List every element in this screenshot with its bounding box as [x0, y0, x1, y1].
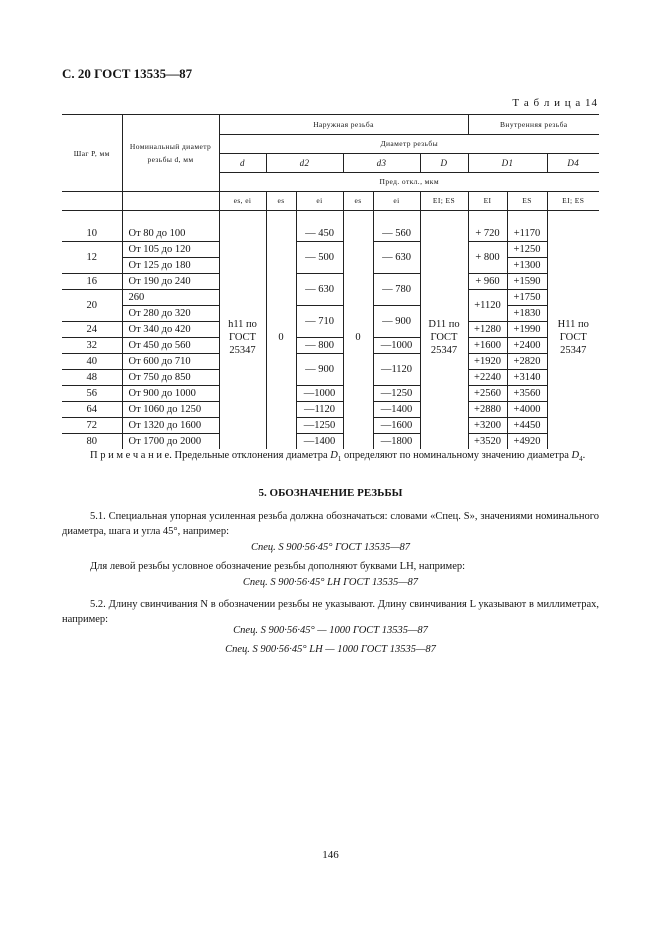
- sub-d2: d2: [266, 154, 343, 173]
- D1-EI-cell: + 960: [468, 274, 507, 290]
- d2-ei-cell: — 630: [296, 274, 343, 306]
- nominal-cell: От 900 до 1000: [122, 386, 219, 402]
- D4-tolerance: H11 по ГОСТ 25347: [557, 319, 589, 356]
- D1-EI-cell: +3200: [468, 418, 507, 434]
- D1-EI-cell: +1920: [468, 354, 507, 370]
- note-end: .: [582, 450, 586, 461]
- D1-ES-cell: +1750: [507, 290, 547, 306]
- note-text-2: определяют по номинальному значению диаметра: [344, 450, 569, 461]
- D1-ES-cell: +1590: [507, 274, 547, 290]
- table-label: Т а б л и ц а 14: [512, 97, 598, 109]
- note-sub-4: 4: [579, 455, 583, 464]
- lim-d2-ei: ei: [296, 192, 343, 211]
- note-symbol: D: [330, 450, 338, 461]
- page-number: 146: [322, 849, 339, 861]
- D1-ES-cell: +3560: [507, 386, 547, 402]
- D1-ES-cell: +1170: [507, 226, 547, 242]
- example-2: Спец. S 900·56·45° LH ГОСТ 13535—87: [242, 577, 419, 588]
- note-text-1: Предельные отклонения диаметра: [174, 450, 328, 461]
- D1-ES-cell: +4000: [507, 402, 547, 418]
- page-header: С. 20 ГОСТ 13535—87: [62, 66, 193, 81]
- table-note: [62, 447, 599, 468]
- col-pitch-header: Шаг P, мм: [62, 115, 122, 192]
- D1-EI-cell: + 800: [468, 242, 507, 274]
- nominal-cell: От 1700 до 2000: [122, 434, 219, 450]
- d3-ei-cell: —1600: [373, 418, 420, 434]
- example-3: Спец. S 900·56·45° — 1000 ГОСТ 13535—87: [233, 625, 428, 636]
- nominal-cell: От 600 до 710: [122, 354, 219, 370]
- note-sub-1: 1: [337, 455, 342, 464]
- pitch-cell: 16: [62, 274, 122, 290]
- paragraph-5-2: 5.2. Длину свинчивания N в обозначении резьбы не указывают. Длину свинчивания L указывают в миллиметрах, например:: [62, 599, 599, 625]
- d2-ei-cell: —1000: [296, 386, 343, 402]
- d3-ei-cell: — 630: [373, 242, 420, 274]
- d3-ei-cell: — 780: [373, 274, 420, 306]
- pitch-cell: 20: [62, 290, 122, 322]
- d3-ei-cell: — 900: [373, 306, 420, 338]
- d3-ei-cell: — 560: [373, 226, 420, 242]
- d2-ei-cell: — 500: [296, 242, 343, 274]
- d2-ei-cell: —1250: [296, 418, 343, 434]
- D1-ES-cell: +2400: [507, 338, 547, 354]
- note-lead: П р и м е ч а н и е.: [90, 450, 172, 461]
- D1-EI-cell: +2240: [468, 370, 507, 386]
- D1-ES-cell: +2820: [507, 354, 547, 370]
- d3-ei-cell: —1250: [373, 386, 420, 402]
- pitch-cell: 24: [62, 322, 122, 338]
- pitch-cell: 72: [62, 418, 122, 434]
- d3-ei-cell: —1000: [373, 338, 420, 354]
- D1-ES-cell: +3140: [507, 370, 547, 386]
- D1-ES-cell: +1990: [507, 322, 547, 338]
- outer-thread-header: Наружная резьба: [219, 115, 468, 135]
- lim-D1-EI: EI: [468, 192, 507, 211]
- D1-ES-cell: +1830: [507, 306, 547, 322]
- lim-d2-es: es: [266, 192, 296, 211]
- nominal-cell: От 80 до 100: [122, 226, 219, 242]
- pitch-cell: 40: [62, 354, 122, 370]
- d2-ei-cell: — 450: [296, 226, 343, 242]
- D1-ES-cell: +4450: [507, 418, 547, 434]
- paragraph-5-1: 5.1. Специальная упорная усиленная резьба должна обозначаться: словами «Спец. S», значениями номинального диаметра, шага и угла 45°, например:: [62, 511, 599, 537]
- d2-es: 0: [266, 226, 296, 449]
- pitch-cell: 56: [62, 386, 122, 402]
- inner-thread-header: Внутренняя резьба: [468, 115, 599, 135]
- paragraph-left-thread: Для левой резьбы условное обозначение резьбы дополняют буквами LH, например:: [90, 561, 466, 572]
- D1-EI-cell: +1120: [468, 290, 507, 322]
- note-symbol-2: D: [571, 450, 580, 461]
- nominal-cell: От 340 до 420: [122, 322, 219, 338]
- pitch-cell: 64: [62, 402, 122, 418]
- nominal-cell: От 105 до 120: [122, 242, 219, 258]
- D1-EI-cell: +3520: [468, 434, 507, 450]
- nominal-cell: От 1320 до 1600: [122, 418, 219, 434]
- D1-EI-cell: + 720: [468, 226, 507, 242]
- d2-ei-cell: — 800: [296, 338, 343, 354]
- d3-ei-cell: —1120: [373, 354, 420, 386]
- sub-d3: d3: [343, 154, 420, 173]
- limits-header: Пред. откл., мкм: [219, 173, 599, 192]
- diameter-header: Диаметр резьбы: [219, 135, 599, 154]
- nominal-cell: От 280 до 320: [122, 306, 219, 322]
- nominal-cell: От 190 до 240: [122, 274, 219, 290]
- col-nominal-header: Номинальный диаметр резьбы d, мм: [122, 115, 219, 192]
- sub-D1: D1: [468, 154, 547, 173]
- lim-d3-ei: ei: [373, 192, 420, 211]
- pitch-cell: 12: [62, 242, 122, 274]
- D-tolerance: D11 по ГОСТ 25347: [420, 226, 468, 449]
- tolerance-table: [62, 114, 599, 449]
- example-4: Спец. S 900·56·45° LH — 1000 ГОСТ 13535—87: [225, 644, 436, 655]
- nominal-cell: От 450 до 560: [122, 338, 219, 354]
- D1-ES-cell: +1250: [507, 242, 547, 258]
- nominal-cell: От 125 до 180: [122, 258, 219, 274]
- example-1: Спец. S 900·56·45° ГОСТ 13535—87: [250, 542, 411, 553]
- d3-es: 0: [343, 226, 373, 449]
- D1-EI-cell: +1600: [468, 338, 507, 354]
- sub-D: D: [420, 154, 468, 173]
- d3-ei-cell: —1400: [373, 402, 420, 418]
- d2-ei-cell: — 710: [296, 306, 343, 338]
- D1-EI-cell: +2560: [468, 386, 507, 402]
- pitch-cell: 48: [62, 370, 122, 386]
- pitch-cell: 10: [62, 226, 122, 242]
- d-tolerance: h11 по ГОСТ 25347: [219, 226, 266, 449]
- D1-ES-cell: +4920: [507, 434, 547, 450]
- d2-ei-cell: —1120: [296, 402, 343, 418]
- D1-EI-cell: +2880: [468, 402, 507, 418]
- D1-EI-cell: +1280: [468, 322, 507, 338]
- lim-D1-ES: ES: [507, 192, 547, 211]
- d2-ei-cell: — 900: [296, 354, 343, 386]
- sub-d: d: [219, 154, 266, 173]
- lim-D: EI; ES: [420, 192, 468, 211]
- nominal-cell: 260: [122, 290, 219, 306]
- nominal-cell: От 1060 до 1250: [122, 402, 219, 418]
- sub-D4: D4: [547, 154, 599, 173]
- pitch-cell: 80: [62, 434, 122, 450]
- d3-ei-cell: —1800: [373, 434, 420, 450]
- lim-D4: EI; ES: [547, 192, 599, 211]
- lim-d3-es: es: [343, 192, 373, 211]
- lim-d: es, ei: [219, 192, 266, 211]
- section-title: 5. ОБОЗНАЧЕНИЕ РЕЗЬБЫ: [258, 487, 403, 499]
- D1-ES-cell: +1300: [507, 258, 547, 274]
- d2-ei-cell: —1400: [296, 434, 343, 450]
- nominal-cell: От 750 до 850: [122, 370, 219, 386]
- pitch-cell: 32: [62, 338, 122, 354]
